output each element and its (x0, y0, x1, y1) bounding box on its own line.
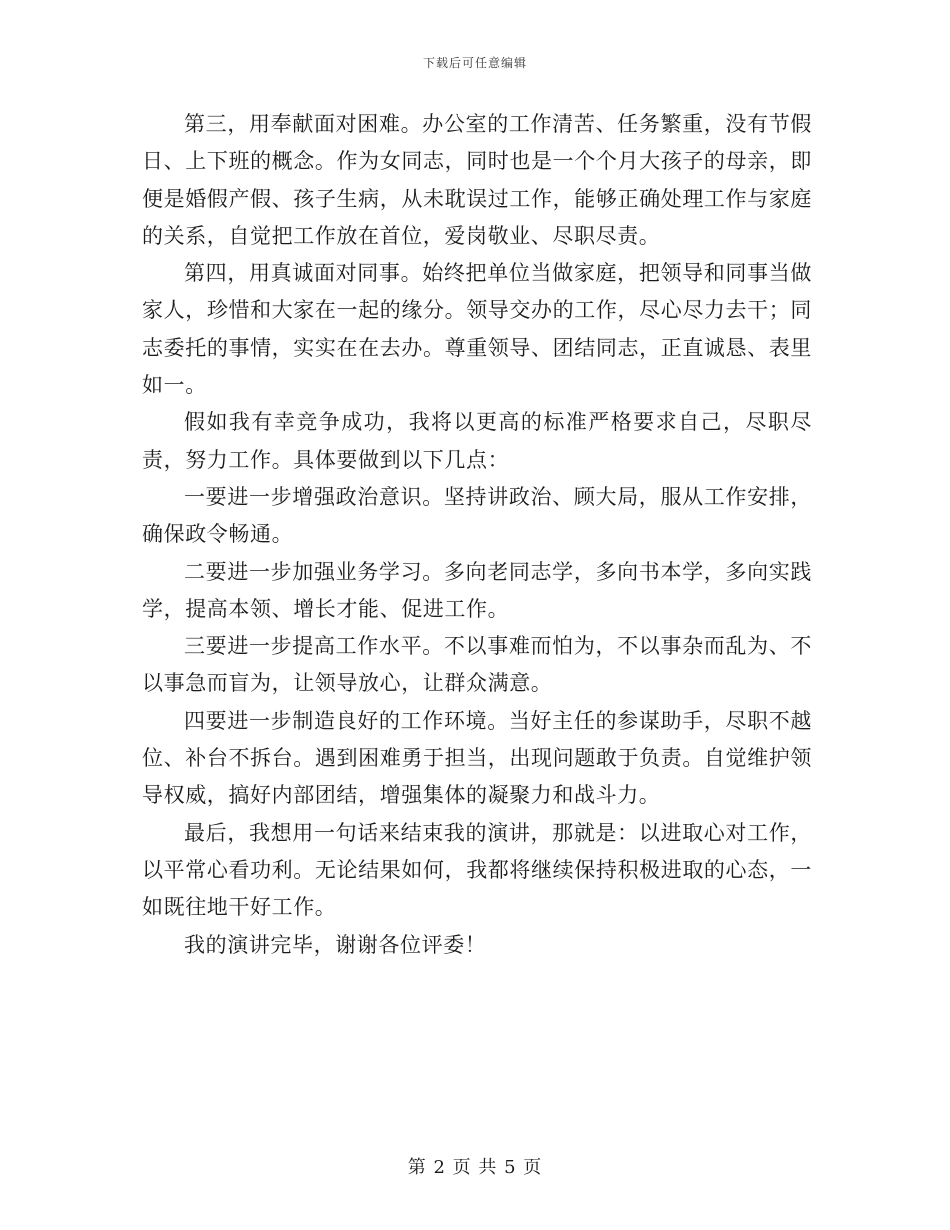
paragraph-closing: 最后，我想用一句话来结束我的演讲，那就是：以进取心对工作，以平常心看功利。无论结果如何，我都将继续保持积极进取的心态，一如既往地干好工作。 (142, 820, 812, 920)
page-header-note: 下载后可任意编辑 (422, 56, 527, 70)
paragraph-third-point: 第三，用奉献面对困难。办公室的工作清苦、任务繁重，没有节假日、上下班的概念。作为女同志，同时也是一个个月大孩子的母亲，即便是婚假产假、孩子生病，从未耽误过工作，能够正确处理工作与家庭的关系，自觉把工作放在首位，爱岗敬业、尽职尽责。 (142, 112, 812, 248)
paragraph-fourth-point: 第四，用真诚面对同事。始终把单位当做家庭，把领导和同事当做家人，珍惜和大家在一起的缘分。领导交办的工作，尽心尽力去干；同志委托的事情，实实在在去办。尊重领导、团结同志，正直诚恳、表里如一。 (142, 261, 812, 398)
document-body (142, 106, 812, 964)
paragraph-goal-one: 一要进一步增强政治意识。坚持讲政治、顾大局，服从工作安排，确保政令畅通。 (142, 484, 812, 547)
paragraph-if-successful: 假如我有幸竞争成功，我将以更高的标准严格要求自己，尽职尽责，努力工作。具体要做到以下几点： (142, 410, 812, 472)
paragraph-goal-three: 三要进一步提高工作水平。不以事难而怕为，不以事杂而乱为、不以事急而盲为，让领导放心，让群众满意。 (142, 634, 812, 696)
paragraph-goal-two: 二要进一步加强业务学习。多向老同志学，多向书本学，多向实践学，提高本领、增长才能、促进工作。 (142, 559, 812, 621)
paragraph-thanks: 我的演讲完毕，谢谢各位评委！ (184, 932, 487, 957)
page-number-footer: 第 2 页 共 5 页 (407, 1157, 543, 1178)
paragraph-goal-four: 四要进一步制造良好的工作环境。当好主任的参谋助手，尽职不越位、补台不拆台。遇到困难勇于担当，出现问题敢于负责。自觉维护领导权威，搞好内部团结，增强集体的凝聚力和战斗力。 (142, 708, 812, 808)
